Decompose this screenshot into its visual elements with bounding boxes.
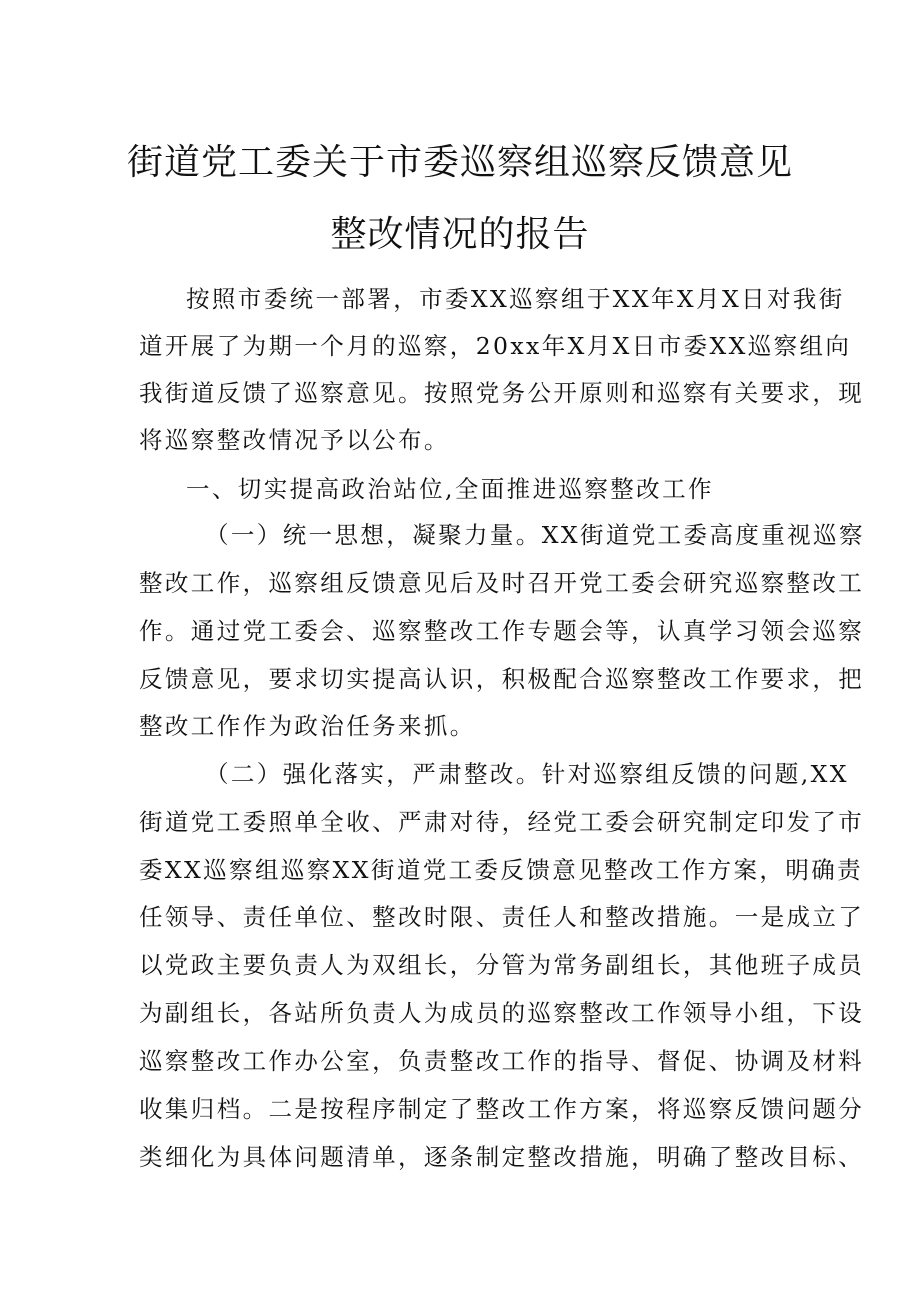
document-title-line-1: 街道党工委关于市委巡察组巡察反馈意见: [126, 142, 793, 183]
section-heading: 一、切实提高政治站位,全面推进巡察整改工作: [186, 475, 714, 503]
paragraph-line: 整改工作作为政治任务来抓。: [139, 712, 476, 740]
paragraph-line: 整改工作，巡察组反馈意见后及时召开党工委会研究巡察整改工: [139, 569, 865, 597]
paragraph-line: 街道党工委照单全收、严肃对待，经党工委会研究制定印发了市: [139, 808, 865, 836]
paragraph-line: 收集归档。二是按程序制定了整改工作方案，将巡察反馈问题分: [139, 1095, 865, 1123]
paragraph-line: 为副组长，各站所负责人为成员的巡察整改工作领导小组，下设: [139, 999, 865, 1027]
paragraph-line: 将巡察整改情况予以公布。: [139, 426, 450, 454]
paragraph-line: 任领导、责任单位、整改时限、责任人和整改措施。一是成立了: [139, 903, 865, 931]
paragraph-line: 委XX巡察组巡察XX街道党工委反馈意见整改工作方案，明确责: [139, 856, 864, 884]
paragraph-line: 按照市委统一部署，市委XX巡察组于XX年X月X日对我街: [186, 285, 845, 313]
paragraph-line: 类细化为具体问题清单，逐条制定整改措施，明确了整改目标、: [139, 1143, 865, 1171]
paragraph-line: 作。通过党工委会、巡察整改工作专题会等，认真学习领会巡察: [139, 617, 865, 645]
paragraph-line: 以党政主要负责人为双组长，分管为常务副组长，其他班子成员: [139, 951, 865, 979]
paragraph-line: 巡察整改工作办公室，负责整改工作的指导、督促、协调及材料: [139, 1047, 865, 1075]
paragraph-line: 道开展了为期一个月的巡察，20xx年X月X日市委XX巡察组向: [139, 332, 852, 360]
paragraph-line: （二）强化落实，严肃整改。针对巡察组反馈的问题,XX: [205, 760, 849, 788]
paragraph-line: 反馈意见，要求切实提高认识，积极配合巡察整改工作要求，把: [139, 665, 865, 693]
paragraph-line: （一）统一思想，凝聚力量。XX街道党工委高度重视巡察: [205, 521, 865, 549]
document-title-line-2: 整改情况的报告: [330, 214, 590, 255]
paragraph-line: 我街道反馈了巡察意见。按照党务公开原则和巡察有关要求，现: [139, 379, 865, 407]
